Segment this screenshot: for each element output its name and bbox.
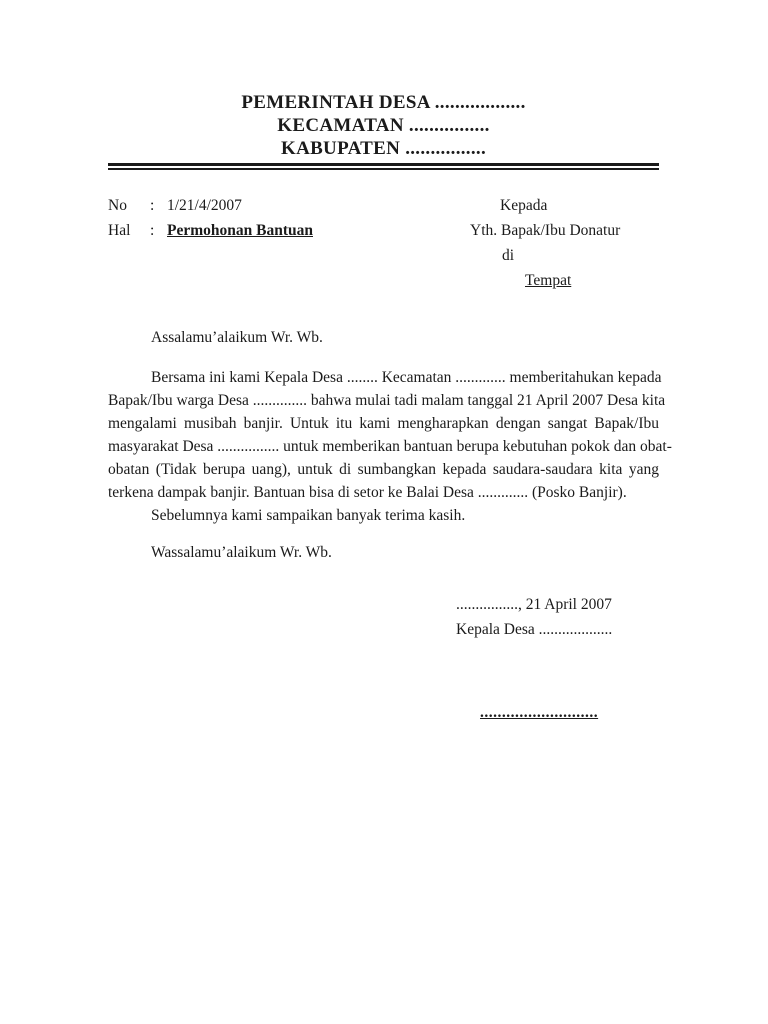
closing-salutation: Wassalamu’alaikum Wr. Wb.: [151, 544, 332, 561]
recipient-kepada: Kepada: [500, 197, 548, 214]
hal-value: Permohonan Bantuan: [167, 222, 313, 239]
letterhead-divider: [108, 163, 659, 170]
no-value: 1/21/4/2007: [167, 197, 242, 214]
paragraph-main-line: obatan (Tidak berupa uang), untuk di sumbangkan kepada saudara-saudara kita yang: [108, 461, 659, 478]
paragraph-main-line: terkena dampak banjir. Bantuan bisa di setor ke Balai Desa ............. (Posko Banjir).: [108, 484, 627, 501]
letterhead-line-kabupaten: KABUPATEN ................: [280, 138, 487, 159]
letter-body: [108, 326, 672, 564]
meta-block: [108, 193, 659, 293]
no-colon: :: [150, 197, 155, 214]
signature-date-line: ................, 21 April 2007: [456, 596, 612, 613]
paragraph-main: [108, 366, 672, 504]
recipient-yth: Yth. Bapak/Ibu Donatur: [470, 222, 621, 239]
signature-block: [456, 592, 659, 725]
recipient-di: di: [502, 247, 515, 264]
paragraph-main-line: Bersama ini kami Kepala Desa ........ Kecamatan ............. memberitahukan kepada: [151, 369, 662, 386]
hal-label: Hal: [108, 222, 131, 239]
signature-role-line: Kepala Desa ...................: [456, 621, 613, 638]
letter-content: [108, 0, 672, 725]
recipient-block: [470, 193, 620, 293]
hal-colon: :: [150, 222, 155, 239]
recipient-tempat: [470, 268, 620, 293]
letterhead-line-kecamatan: KECAMATAN ................: [277, 115, 490, 136]
letterhead: [108, 91, 659, 160]
salutation: Assalamu’alaikum Wr. Wb.: [151, 329, 323, 346]
paragraph-main-line: masyarakat Desa ................ untuk memberikan bantuan berupa kebutuhan pokok dan obat-: [108, 438, 672, 455]
paragraph-main-line: mengalami musibah banjir. Untuk itu kami mengharapkan dengan sangat Bapak/Ibu: [108, 415, 659, 432]
recipient-tempat-text: Tempat: [525, 272, 572, 289]
signature-name-placeholder: ...........................: [480, 704, 599, 721]
paragraph-thanks: Sebelumnya kami sampaikan banyak terima kasih.: [151, 507, 466, 524]
paragraph-main-line: Bapak/Ibu warga Desa .............. bahwa mulai tadi malam tanggal 21 April 2007 Desa kita: [108, 392, 666, 409]
letterhead-line-pemerintah-desa: PEMERINTAH DESA ..................: [241, 92, 526, 113]
no-label: No: [108, 197, 127, 214]
